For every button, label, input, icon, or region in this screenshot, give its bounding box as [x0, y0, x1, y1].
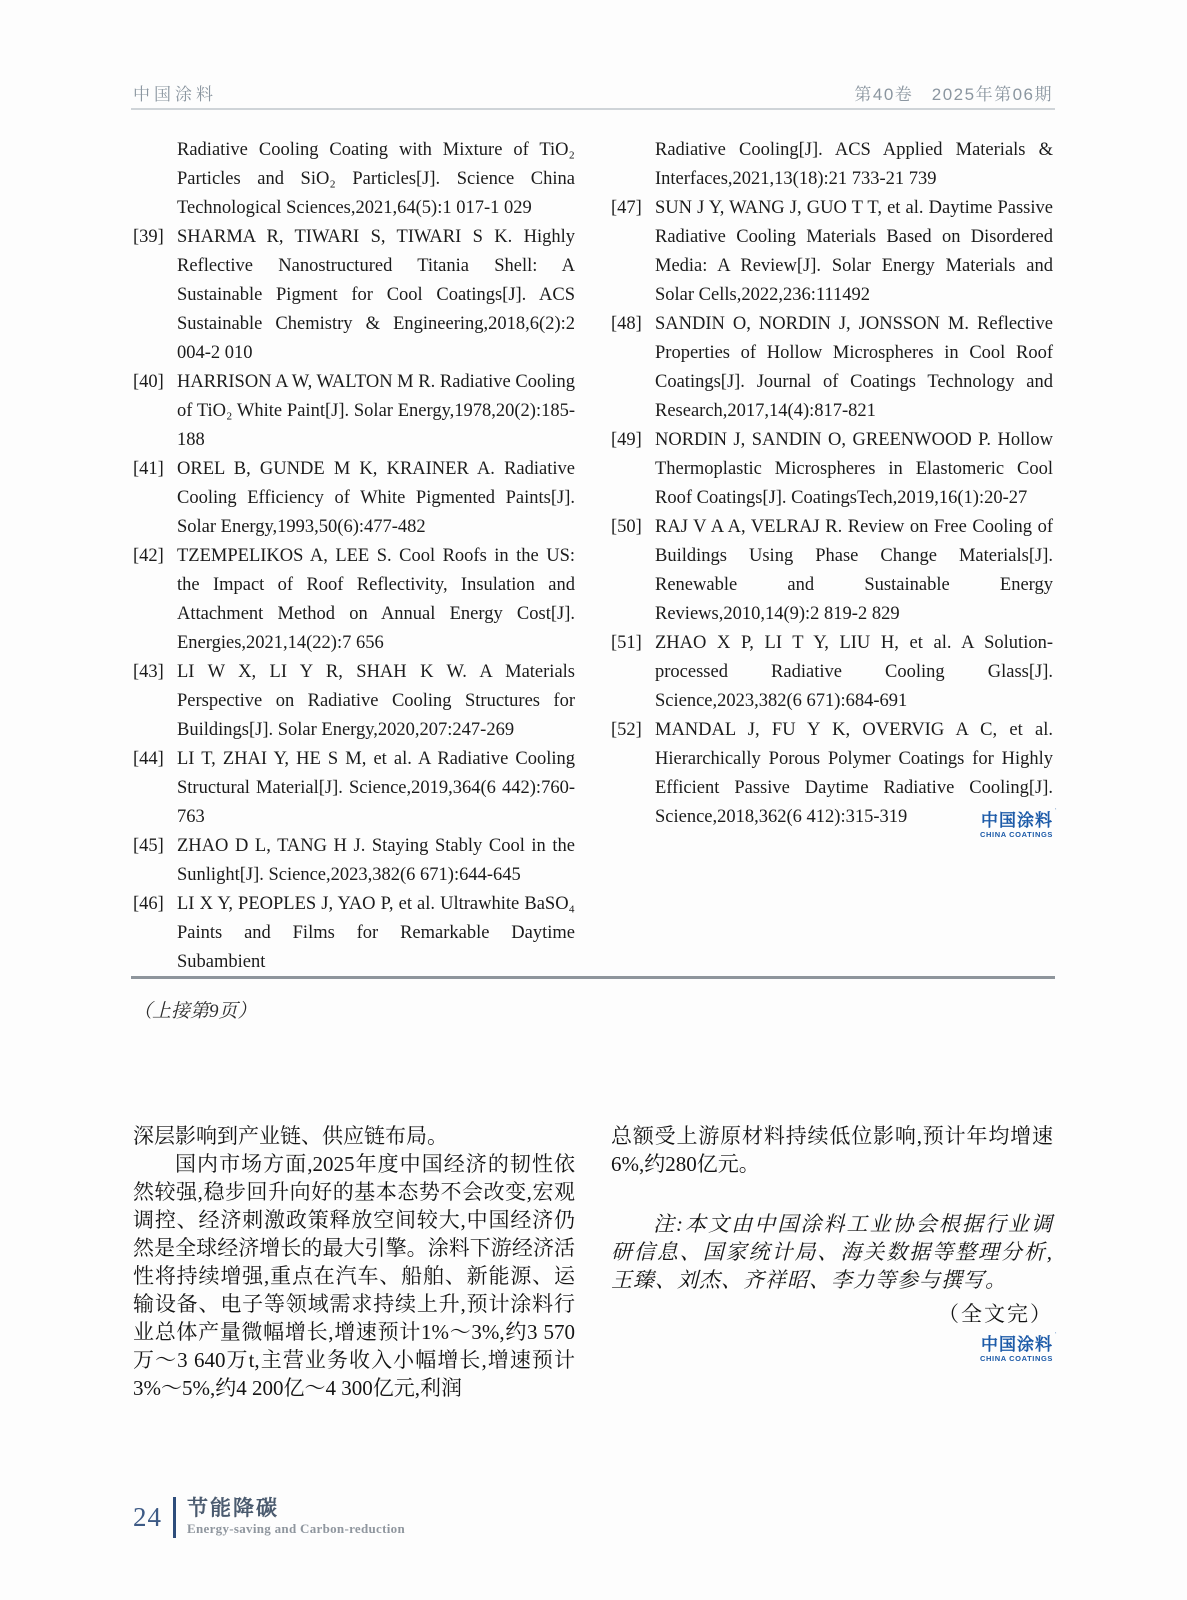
- article-left-column: [133, 1122, 575, 1402]
- reference-number: [46]: [133, 894, 164, 914]
- reference-item: [611, 136, 1053, 194]
- journal-logo: [611, 1331, 1058, 1363]
- header-rule: [131, 108, 1055, 110]
- reference-text: ZHAO X P, LI T Y, LIU H, et al. A Solution-processed Radiative Cooling Glass[J]. Science,2023,382(6 671):684-691: [655, 633, 1053, 711]
- reference-number: [47]: [611, 198, 642, 218]
- reference-number: [50]: [611, 517, 642, 537]
- reference-item: [133, 368, 575, 455]
- reference-item: [133, 745, 575, 832]
- volume-issue-info: 第40卷 2025年第06期: [854, 85, 1053, 104]
- reference-text: OREL B, GUNDE M K, KRAINER A. Radiative Cooling Efficiency of White Pigmented Paints[J]. Solar Energy,1993,50(6):477-482: [177, 459, 575, 537]
- reference-number: [49]: [611, 430, 642, 450]
- reference-item: [611, 513, 1053, 629]
- reference-text: SUN J Y, WANG J, GUO T T, et al. Daytime Passive Radiative Cooling Materials Based on Disordered Media: A Review[J]. Solar Energy Materials and Solar Cells,2022,236:111492: [655, 198, 1053, 305]
- reference-item: [611, 629, 1053, 716]
- journal-logo-en: CHINA COATINGS: [980, 1353, 1053, 1363]
- reference-text: Radiative Cooling[J]. ACS Applied Materials & Interfaces,2021,13(18):21 733-21 739: [655, 140, 1053, 189]
- article-right-column: [611, 1122, 1058, 1402]
- footer-bar: [173, 1497, 176, 1538]
- reference-item: [133, 890, 575, 977]
- reference-text: LI T, ZHAI Y, HE S M, et al. A Radiative Cooling Structural Material[J]. Science,2019,364(6 442):760-763: [177, 749, 575, 827]
- article-body: [133, 1122, 1058, 1402]
- page-header: [133, 80, 1053, 105]
- reference-item: [611, 426, 1053, 513]
- footer-section-titles: [187, 1497, 405, 1538]
- reference-number: [48]: [611, 314, 642, 334]
- logo-trademark-mark: ʿ: [1054, 807, 1058, 816]
- references-right-column: [611, 136, 1058, 977]
- reference-number: [52]: [611, 720, 642, 740]
- journal-logo-cn: 中国涂料 ʿ: [981, 1331, 1058, 1354]
- section-divider: [131, 976, 1055, 979]
- reference-number: [45]: [133, 836, 164, 856]
- paragraph: 深层影响到产业链、供应链布局。: [133, 1124, 448, 1148]
- reference-number: [41]: [133, 459, 164, 479]
- journal-logo-cn: 中国涂料 ʿ: [981, 807, 1058, 830]
- reference-item: [611, 194, 1053, 310]
- page-footer: [133, 1497, 405, 1538]
- reference-number: [51]: [611, 633, 642, 653]
- reference-number: [39]: [133, 227, 164, 247]
- journal-logo-en: CHINA COATINGS: [980, 829, 1053, 839]
- reference-number: [44]: [133, 749, 164, 769]
- journal-name: 中国涂料: [133, 85, 217, 104]
- paragraph: 国内市场方面,2025年度中国经济的韧性依然较强,稳步回升向好的基本态势不会改变,宏观调控、经济刺激政策释放空间较大,中国经济仍然是全球经济增长的最大引擎。涂料下游经济活性将持续增强,重点在汽车、船舶、新能源、运输设备、电子等领域需求持续上升,预计涂料行业总体产量微幅增长,增速预计1%～3%,约3 570万～3 640万t,主营业务收入小幅增长,增速预计3%～5%,约4 200亿～4 300亿元,利润: [133, 1152, 575, 1400]
- reference-text: SANDIN O, NORDIN J, JONSSON M. Reflective Properties of Hollow Microspheres in Cool Roof Coatings[J]. Journal of Coatings Technology and Research,2017,14(4):817-821: [655, 314, 1053, 421]
- reference-item: [611, 310, 1053, 426]
- reference-number: [40]: [133, 372, 164, 392]
- reference-text: ZHAO D L, TANG H J. Staying Stably Cool in the Sunlight[J]. Science,2023,382(6 671):644-645: [177, 836, 575, 885]
- reference-text: LI W X, LI Y R, SHAH K W. A Materials Perspective on Radiative Cooling Structures for Buildings[J]. Solar Energy,2020,207:247-269: [177, 662, 575, 740]
- paragraph: 注:本文由中国涂料工业协会根据行业调研信息、国家统计局、海关数据等整理分析,王臻、刘杰、齐祥昭、李力等参与撰写。: [611, 1212, 1053, 1292]
- section-title-cn: 节能降碳: [187, 1497, 279, 1520]
- continuation-note: （上接第9页）: [133, 1001, 257, 1022]
- section-title-en: Energy-saving and Carbon-reduction: [187, 1521, 405, 1537]
- reference-item: [133, 542, 575, 658]
- logo-trademark-mark: ʿ: [1054, 1331, 1058, 1340]
- paragraph: （全文完）: [938, 1302, 1053, 1326]
- references-section: [133, 136, 1058, 977]
- reference-text: SHARMA R, TIWARI S, TIWARI S K. Highly Reflective Nanostructured Titania Shell: A Sustainable Pigment for Cool Coatings[J]. ACS Sustainable Chemistry & Engineering,2018,6(2):2 004-2 010: [177, 227, 575, 363]
- reference-item: [133, 658, 575, 745]
- reference-text: MANDAL J, FU Y K, OVERVIG A C, et al. Hierarchically Porous Polymer Coatings for Highly Efficient Passive Daytime Radiative Cooling[J]. Science,2018,362(6 412):315-319: [655, 720, 1053, 827]
- reference-text: NORDIN J, SANDIN O, GREENWOOD P. Hollow Thermoplastic Microspheres in Elastomeric Cool Roof Coatings[J]. CoatingsTech,2019,16(1):20-27: [655, 430, 1053, 508]
- reference-text: HARRISON A W, WALTON M R. Radiative Cooling of TiO₂ White Paint[J]. Solar Energy,1978,20(2):185-188: [177, 372, 575, 450]
- reference-number: [43]: [133, 662, 164, 682]
- reference-text: LI X Y, PEOPLES J, YAO P, et al. Ultrawhite BaSO₄ Paints and Films for Remarkable Daytime Subambient: [177, 894, 575, 972]
- article-right-paragraphs: [611, 1122, 1053, 1328]
- references-left-column: [133, 136, 575, 977]
- reference-number: [42]: [133, 546, 164, 566]
- reference-item: [133, 136, 575, 223]
- journal-logo: [980, 807, 1058, 839]
- reference-item: [133, 832, 575, 890]
- reference-text: TZEMPELIKOS A, LEE S. Cool Roofs in the US: the Impact of Roof Reflectivity, Insulation and Attachment Method on Annual Energy Cost[J]. Energies,2021,14(22):7 656: [177, 546, 575, 653]
- reference-item: [133, 223, 575, 368]
- page-number: 24: [133, 1502, 162, 1533]
- paragraph: 总额受上游原材料持续低位影响,预计年均增速6%,约280亿元。: [611, 1124, 1053, 1176]
- reference-item: [133, 455, 575, 542]
- reference-text: Radiative Cooling Coating with Mixture of TiO₂ Particles and SiO₂ Particles[J]. Science China Technological Sciences,2021,64(5):1 017-1 029: [177, 140, 575, 218]
- reference-text: RAJ V A A, VELRAJ R. Review on Free Cooling of Buildings Using Phase Change Materials[J]. Renewable and Sustainable Energy Reviews,2010,14(9):2 819-2 829: [655, 517, 1053, 624]
